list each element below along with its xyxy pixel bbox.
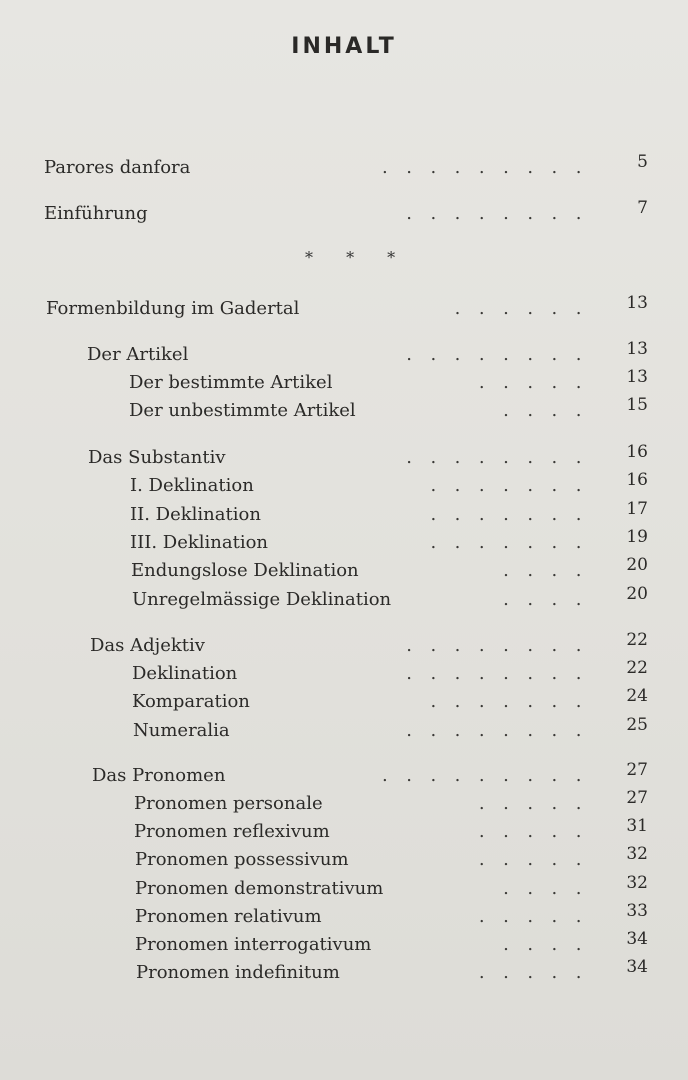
toc-entry-label: Pronomen demonstrativum <box>135 878 384 899</box>
toc-entry-label: III. Deklination <box>130 532 269 553</box>
toc-entry-page: 27 <box>626 788 648 808</box>
toc-entry-label: Der unbestimmte Artikel <box>129 400 356 421</box>
toc-entry <box>88 442 648 471</box>
toc-entry-page: 5 <box>637 152 648 172</box>
toc-entry-label: Deklination <box>132 663 238 684</box>
toc-entry-label: II. Deklination <box>130 504 261 525</box>
toc-entry-page: 13 <box>626 339 648 359</box>
toc-entry-label: Der Artikel <box>87 344 189 365</box>
toc-entry <box>44 152 648 181</box>
toc-entry-label: Einführung <box>44 203 148 224</box>
leader-dots: ....... <box>430 504 600 525</box>
toc-entry <box>135 873 648 902</box>
toc-entry-page: 22 <box>626 658 648 678</box>
leader-dots: ........ <box>406 447 600 468</box>
toc-entry-label: Komparation <box>132 691 250 712</box>
leader-dots: .... <box>503 589 600 610</box>
toc-entry <box>135 901 648 930</box>
toc-entry-page: 32 <box>626 873 648 893</box>
toc-entry-page: 16 <box>626 442 648 462</box>
toc-entry <box>130 470 648 499</box>
toc-entry-label: Pronomen indefinitum <box>136 962 340 983</box>
leader-dots: ....... <box>430 475 600 496</box>
toc-entry-label: Pronomen possessivum <box>135 849 349 870</box>
leader-dots: .... <box>503 878 600 899</box>
leader-dots: ......... <box>382 765 600 786</box>
toc-entry-page: 25 <box>626 715 648 735</box>
toc-entry <box>130 527 648 556</box>
leader-dots: ..... <box>478 962 600 983</box>
toc-entry <box>133 715 648 744</box>
toc-entry-page: 22 <box>626 630 648 650</box>
toc-entry <box>87 339 648 368</box>
leader-dots: ........ <box>406 344 600 365</box>
page-title: INHALT <box>291 34 397 59</box>
toc-entry <box>44 198 648 227</box>
leader-dots: ........ <box>406 203 600 224</box>
toc-entry-page: 19 <box>626 527 648 547</box>
toc-entry <box>130 499 648 528</box>
toc-entry-label: Endungslose Deklination <box>131 560 359 581</box>
leader-dots: ..... <box>478 906 600 927</box>
toc-entry-label: Pronomen interrogativum <box>135 934 372 955</box>
toc-entry-page: 32 <box>626 844 648 864</box>
leader-dots: ...... <box>454 298 600 319</box>
toc-entry-page: 16 <box>626 470 648 490</box>
toc-entry-page: 31 <box>626 816 648 836</box>
toc-entry <box>132 658 648 687</box>
toc-entry-page: 34 <box>626 929 648 949</box>
toc-entry-page: 15 <box>626 395 648 415</box>
toc-entry <box>46 293 648 322</box>
toc-entry-label: Parores danfora <box>44 157 191 178</box>
toc-entry-page: 17 <box>626 499 648 519</box>
toc-entry-label: Formenbildung im Gadertal <box>46 298 300 319</box>
leader-dots: ........ <box>406 720 600 741</box>
toc-entry-label: Das Adjektiv <box>90 635 205 656</box>
toc-entry-label: Das Pronomen <box>92 765 226 786</box>
toc-entry <box>92 760 648 789</box>
toc-entry <box>132 686 648 715</box>
toc-entry-label: Das Substantiv <box>88 447 226 468</box>
leader-dots: ........ <box>406 663 600 684</box>
leader-dots: .... <box>503 934 600 955</box>
leader-dots: ........ <box>406 635 600 656</box>
toc-entry-label: Der bestimmte Artikel <box>129 372 333 393</box>
toc-entry-page: 20 <box>626 555 648 575</box>
toc-entry <box>129 367 648 396</box>
leader-dots: ..... <box>478 849 600 870</box>
toc-entry-label: Pronomen reflexivum <box>134 821 330 842</box>
toc-entry-label: Unregelmässige Deklination <box>132 589 392 610</box>
toc-entry-label: I. Deklination <box>130 475 254 496</box>
toc-entry-page: 24 <box>626 686 648 706</box>
toc-entry-label: Numeralia <box>133 720 230 741</box>
toc-entry-label: Pronomen personale <box>134 793 323 814</box>
toc-entry-page: 13 <box>626 293 648 313</box>
toc-entry-page: 27 <box>626 760 648 780</box>
toc-entry <box>131 555 648 584</box>
toc-entry <box>134 788 648 817</box>
toc-entry-page: 13 <box>626 367 648 387</box>
section-separator: * * * <box>305 248 410 267</box>
toc-entry <box>136 957 648 986</box>
toc-entry <box>134 816 648 845</box>
leader-dots: ..... <box>478 372 600 393</box>
leader-dots: .... <box>503 400 600 421</box>
leader-dots: .... <box>503 560 600 581</box>
toc-entry-page: 33 <box>626 901 648 921</box>
leader-dots: ..... <box>478 821 600 842</box>
toc-entry-label: Pronomen relativum <box>135 906 322 927</box>
toc-entry-page: 20 <box>626 584 648 604</box>
toc-entry-page: 34 <box>626 957 648 977</box>
toc-entry <box>135 929 648 958</box>
toc-entry-page: 7 <box>637 198 648 218</box>
leader-dots: ....... <box>430 532 600 553</box>
leader-dots: ..... <box>478 793 600 814</box>
toc-entry <box>135 844 648 873</box>
leader-dots: ....... <box>430 691 600 712</box>
toc-entry <box>132 584 648 613</box>
toc-entry <box>129 395 648 424</box>
leader-dots: ......... <box>382 157 600 178</box>
toc-entry <box>90 630 648 659</box>
